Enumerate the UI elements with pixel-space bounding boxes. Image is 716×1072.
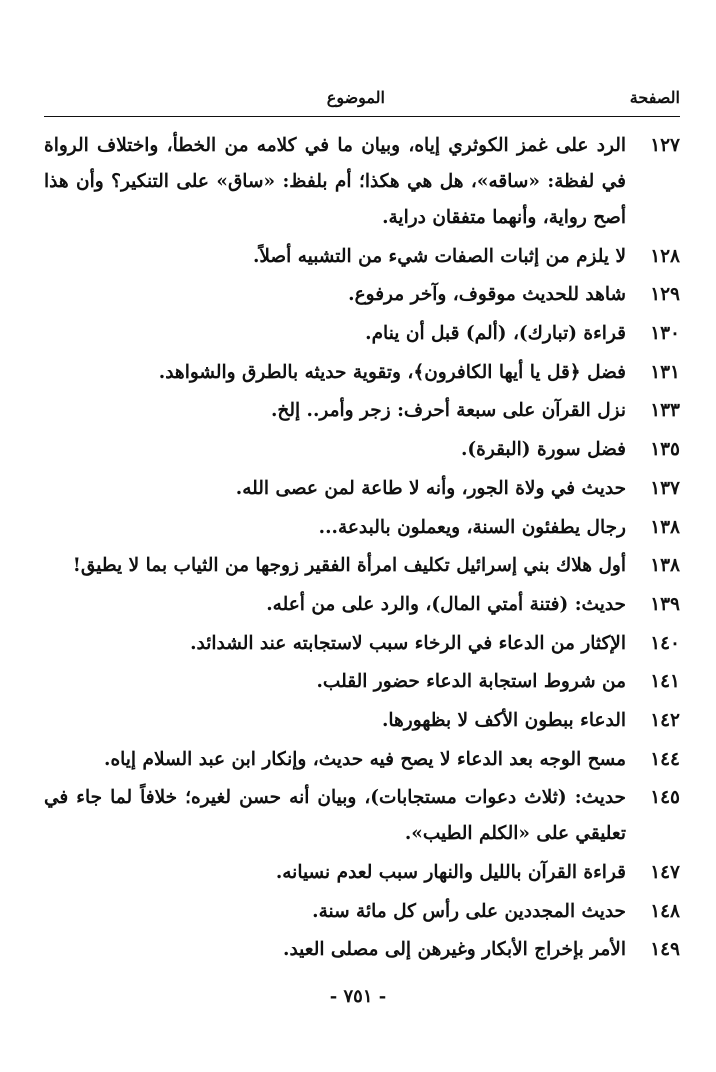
entry-page-number: ١٣٨	[650, 516, 680, 538]
entry-topic: شاهد للحديث موقوف، وآخر مرفوع.	[348, 284, 626, 306]
entry-topic: حديث: (فتنة أمتي المال)، والرد على من أعله.	[266, 593, 626, 615]
entry-topic: فضل سورة (البقرة).	[460, 439, 626, 461]
entry-topic: حديث: (ثلاث دعوات مستجابات)، وبيان أنه حسن لغيره؛ خلافاً لما جاء في تعليقي على «الكلم الطيب».	[44, 787, 626, 845]
header-divider	[44, 116, 680, 117]
entry-page-number: ١٢٧	[650, 135, 680, 156]
entry-page-number: ١٣١	[650, 361, 680, 383]
entry-topic: حديث في ولاة الجور، وأنه لا طاعة لمن عصى الله.	[235, 477, 626, 499]
index-entry	[44, 664, 680, 700]
entry-page-number: ١٣٨	[650, 555, 680, 577]
index-entry	[44, 742, 680, 778]
index-entry	[44, 855, 680, 891]
entry-topic: حديث المجددين على رأس كل مائة سنة.	[312, 900, 626, 922]
index-entry	[44, 355, 680, 391]
entry-page-number: ١٤٠	[650, 632, 680, 654]
entry-page-number: ١٤٩	[650, 939, 680, 961]
entry-topic: من شروط استجابة الدعاء حضور القلب.	[316, 671, 626, 693]
index-entry	[44, 471, 680, 507]
entry-topic: قراءة القرآن بالليل والنهار سبب لعدم نسيانه.	[275, 862, 626, 883]
page-number-footer: - ٧٥١ -	[329, 986, 387, 1007]
index-entry	[44, 277, 680, 313]
index-entry	[44, 626, 680, 662]
entry-topic: الأمر بإخراج الأبكار وغيرهن إلى مصلى العيد.	[283, 939, 626, 961]
entry-page-number: ١٤٧	[650, 862, 680, 883]
index-entry	[44, 548, 680, 584]
entry-page-number: ١٤٢	[650, 709, 680, 731]
entry-topic: فضل ﴿قل يا أيها الكافرون﴾، وتقوية حديثه بالطرق والشواهد.	[158, 361, 626, 383]
entry-page-number: ١٣٣	[650, 400, 680, 422]
index-entry	[44, 703, 680, 739]
entry-topic: نزل القرآن على سبعة أحرف: زجر وأمر.. إلخ.	[270, 400, 626, 422]
index-entry	[44, 780, 680, 852]
entry-page-number: ١٣٧	[650, 477, 680, 499]
entry-topic: الرد على غمز الكوثري إياه، وبيان ما في كلامه من الخطأ، واختلاف الرواة في لفظة: «ساقه»، هل هي هكذا؛ أم بلفظ: «ساق» على التنكير؟ وأن هذا أصح رواية، وأنهما متفقان دراية.	[44, 135, 626, 228]
entry-page-number: ١٣٥	[650, 439, 680, 461]
entry-page-number: ١٤١	[650, 671, 680, 693]
index-header	[40, 88, 680, 112]
entry-topic: رجال يطفئون السنة، ويعملون بالبدعة...	[318, 516, 626, 538]
index-entries	[44, 128, 680, 971]
entry-page-number: ١٢٩	[650, 284, 680, 306]
entry-topic: الدعاء ببطون الأكف لا بظهورها.	[381, 709, 626, 731]
entry-page-number: ١٢٨	[650, 245, 680, 267]
entry-page-number: ١٤٤	[650, 748, 680, 770]
entry-topic: الإكثار من الدعاء في الرخاء سبب لاستجابته عند الشدائد.	[190, 632, 626, 654]
entry-page-number: ١٤٥	[650, 787, 680, 809]
entry-page-number: ١٣٠	[650, 323, 680, 345]
entry-page-number: ١٤٨	[650, 900, 680, 922]
index-entry	[44, 894, 680, 930]
index-entry	[44, 932, 680, 968]
entry-topic: أول هلاك بني إسرائيل تكليف امرأة الفقير زوجها من الثياب بما لا يطيق!	[72, 555, 626, 577]
index-entry	[44, 587, 680, 623]
header-topic-column: الموضوع	[326, 88, 385, 107]
index-entry	[44, 316, 680, 352]
index-entry	[44, 432, 680, 468]
index-entry	[44, 239, 680, 275]
entry-topic: لا يلزم من إثبات الصفات شيء من التشبيه أصلاً.	[252, 245, 626, 267]
entry-topic: قراءة (تبارك)، (ألم) قبل أن ينام.	[365, 323, 626, 345]
index-entry	[44, 128, 680, 236]
entry-page-number: ١٣٩	[650, 593, 680, 615]
index-entry	[44, 393, 680, 429]
header-page-column: الصفحة	[629, 88, 680, 107]
index-entry	[44, 510, 680, 546]
entry-topic: مسح الوجه بعد الدعاء لا يصح فيه حديث، وإنكار ابن عبد السلام إياه.	[104, 748, 626, 770]
